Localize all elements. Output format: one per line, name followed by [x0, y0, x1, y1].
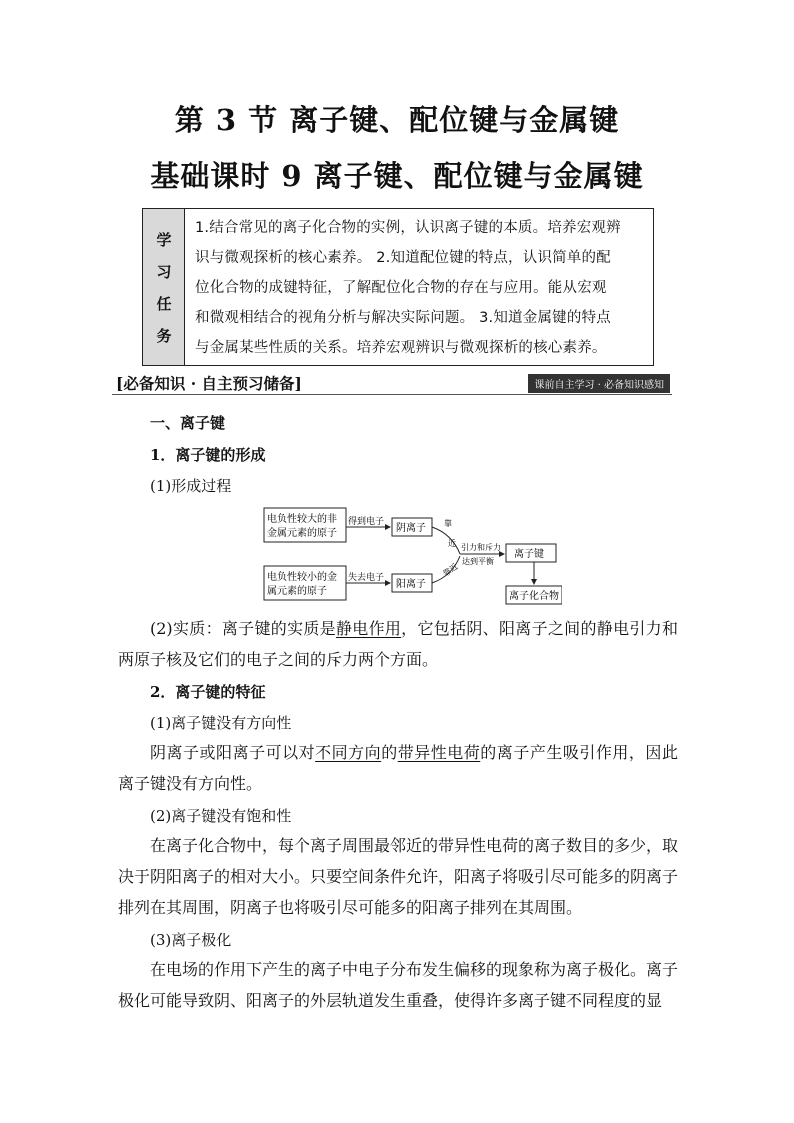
ionic-compound-text: 离子化合物 [509, 591, 559, 602]
learning-task-label [143, 209, 185, 365]
task-label-char: 学 [156, 231, 172, 249]
metal-atom-text: 属元素的原子 [267, 586, 327, 597]
task-label-char: 任 [156, 295, 172, 313]
learning-task-box [142, 208, 654, 366]
heading-features: 2．离子键的特征 [150, 683, 266, 701]
section-heading: [必备知识 · 自主预习储备] [116, 374, 302, 393]
heading-process: (1)形成过程 [150, 477, 232, 495]
nonmetal-atom-text: 电负性较大的非 [267, 514, 337, 525]
anion-text: 阴离子 [396, 523, 426, 534]
heading-polarization: (3)离子极化 [150, 931, 232, 949]
task-line: 位化合物的成键特征，了解配位化合物的存在与应用。能从宏观 [195, 280, 607, 296]
task-label-char: 习 [156, 263, 172, 281]
task-line: 和微观相结合的视角分析与解决实际问题。 3.知道金属键的特点 [195, 310, 611, 326]
lose-label: 失去电子 [348, 573, 385, 583]
heading-formation: 1．离子键的形成 [150, 446, 266, 464]
underline-answer: 静电作用 [335, 619, 402, 638]
metal-atom-text: 电负性较小的金 [267, 572, 337, 583]
essence-paragraph: (2)实质：离子键的实质是静电作用，它包括阴、阳离子之间的静电引力和两原子核及它们的电子之间的斥力两个方面。 [118, 619, 678, 669]
learning-task-text [195, 213, 647, 363]
approach-text: 近 [448, 539, 456, 548]
direction-paragraph: 阴离子或阳离子可以对不同方向的带异性电荷的离子产生吸引作用，因此离子键没有方向性。 [118, 743, 678, 793]
saturation-paragraph: 在离子化合物中，每个离子周围最邻近的带异性电荷的离子数目的多少，取决于阴阳离子的相对大小。只要空间条件允许，阳离子将吸引尽可能多的阴离子排列在其周围，阴离子也将吸引尽可能多的阳离子排列在其周围。 [118, 836, 679, 917]
task-label-char: 务 [156, 327, 172, 345]
task-line: 1.结合常见的离子化合物的实例，认识离子键的本质。培养宏观辨 [195, 220, 621, 236]
section-title: 第 3 节 离子键、配位键与金属键 [174, 103, 620, 137]
forces-label: 引力和斥力 [461, 543, 501, 552]
nonmetal-atom-text: 金属元素的原子 [267, 528, 337, 539]
polarization-paragraph: 在电场的作用下产生的离子中电子分布发生偏移的现象称为离子极化。离子极化可能导致阴、阳离子的外层轨道发生重叠，使得许多离子键不同程度的显 [118, 960, 679, 1010]
formation-diagram [262, 504, 562, 608]
balance-label: 达到平衡 [462, 557, 494, 566]
lesson-title: 基础课时 9 离子键、配位键与金属键 [150, 159, 644, 193]
approach-text: 靠 [444, 519, 452, 528]
cation-text: 阳离子 [396, 579, 426, 590]
underline-answer: 不同方向 [315, 743, 382, 762]
section-bar [112, 372, 672, 395]
ionic-bond-text: 离子键 [514, 549, 544, 560]
heading-ionic-bond: 一、离子键 [150, 414, 226, 432]
task-line: 与金属某些性质的关系。培养宏观辨识与微观探析的核心素养。 [195, 340, 607, 356]
heading-no-direction: (1)离子键没有方向性 [150, 714, 292, 732]
gain-label: 得到电子 [348, 517, 385, 527]
heading-no-saturation: (2)离子键没有饱和性 [150, 807, 292, 825]
task-line: 识与微观探析的核心素养。 2.知道配位键的特点，认识简单的配 [195, 250, 611, 266]
approach-text: 靠近 [441, 561, 460, 579]
section-tag: 课前自主学习 · 必备知识感知 [528, 374, 670, 393]
underline-answer: 带异性电荷 [397, 743, 481, 762]
